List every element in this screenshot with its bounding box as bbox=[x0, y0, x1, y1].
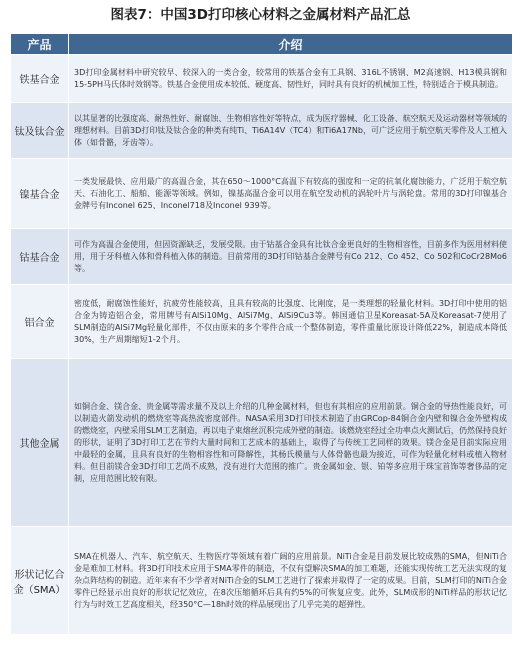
row-product-name: 铝合金 bbox=[11, 285, 69, 359]
table-row bbox=[11, 55, 513, 103]
header-product: 产品 bbox=[11, 34, 69, 55]
table-row bbox=[11, 527, 513, 635]
table-header-row bbox=[11, 34, 513, 55]
row-product-name: 钛及钛合金 bbox=[11, 103, 69, 159]
row-product-name: 镍基合金 bbox=[11, 159, 69, 229]
row-description: 一类发展最快、应用最广的高温合金，其在650～1000°C高温下有较高的强度和一定的抗氧化腐蚀能力，广泛用于航空航天、石油化工、船舶、能源等领域。例如，镍基高温合金可以用在航空发动机的涡轮叶片与涡轮盘。常用的3D打印镍基合金牌号有Inconel 625、Inconel718及Inconel 939等。 bbox=[69, 159, 513, 229]
row-product-name: 钴基合金 bbox=[11, 229, 69, 285]
figure-title: 图表7：中国3D打印核心材料之金属材料产品汇总 bbox=[110, 7, 411, 23]
row-description: 以其显著的比强度高、耐热性好、耐腐蚀、生物相容性好等特点，成为医疗器械、化工设备、航空航天及运动器材等领域的理想材料。目前3D打印钛及钛合金的种类有纯Ti、Ti6A14V（TC4）和Ti6A17Nb，可广泛应用于航空航天零件及人工植入体（如骨骼，牙齿等）。 bbox=[69, 103, 513, 159]
row-product-name: 铁基合金 bbox=[11, 55, 69, 103]
row-product-name: 其他金属 bbox=[11, 359, 69, 527]
table-row bbox=[11, 359, 513, 527]
row-description: 可作为高温合金使用，但因资源缺乏，发展受限。由于钴基合金具有比钛合金更良好的生物相容性，目前多作为医用材料使用，用于牙科植入体和骨科植入体的制造。目前常用的3D打印钴基合金牌号有Co 212、Co 452、Co 502和CoCr28Mo6等。 bbox=[69, 229, 513, 285]
header-intro: 介绍 bbox=[69, 34, 513, 55]
row-description: 3D打印金属材料中研究较早、较深入的一类合金，较常用的铁基合金有工具钢、316L不锈钢、M2高速钢、H13模具钢和15-5PH马氏体时效钢等。铁基合金使用成本较低、硬度高、韧性好，同时具有良好的机械加工性，特别适合于模具制造。 bbox=[69, 55, 513, 103]
table-row bbox=[11, 229, 513, 285]
row-description: SMA在机器人、汽车、航空航天、生物医疗等领域有着广阔的应用前景。NiTi合金是目前发展比较成熟的SMA，但NiTi合金是难加工材料。将3D打印技术应用于SMA零件的制造，不仅有望解决SMA的加工难题，还能实现传统工艺无法实现的复杂点阵结构的制造。近年来有不少学者对NiTi合金的SLM工艺进行了探索并取得了一定的成果。目前，SLM打印的NiTi合金零件已经显示出良好的形状记忆效应，在8次压缩循环后具有约5%的可恢复应变。此外，SLM成形的NiTi样品的形状记忆行为与时效工艺高度相关，经350°C—18h时效的样品展现出了几乎完美的超弹性。 bbox=[69, 527, 513, 635]
table-row bbox=[11, 159, 513, 229]
table-row bbox=[11, 103, 513, 159]
row-product-name: 形状记忆合金（SMA） bbox=[11, 527, 69, 635]
row-description: 如铜合金、镁合金、贵金属等需求量不及以上介绍的几种金属材料，但也有其相应的应用前景。铜合金的导热性能良好，可以制造火箭发动机的燃烧室等高热流密度部件。NASA采用3D打印技术制造了由GRCop-84铜合金内壁和镍合金外壁构成的燃烧室，内壁采用SLM工艺制造，再以电子束熔丝沉积完成外壁的制造。该燃烧室经过全功率点火测试后，仍然保持良好的形状，证明了3D打印工艺在节约大量时间和工艺成本的基础上，取得了与传统工艺同样的效果。镁合金是目前实际应用中最轻的金属，且具有良好的生物相容性和可降解性，其杨氏模量与人体骨骼也最为接近，可作为轻量化材料或植入物材料。但目前镁合金3D打印工艺尚不成熟，没有进行大范围的推广。贵金属如金、银、铂等多应用于珠宝首饰等奢侈品的定制，应用范围比较有限。 bbox=[69, 359, 513, 527]
table-row bbox=[11, 285, 513, 359]
metal-materials-table bbox=[10, 33, 513, 635]
row-description: 密度低，耐腐蚀性能好，抗疲劳性能较高，且具有较高的比强度、比刚度，是一类理想的轻量化材料。3D打印中使用的铝合金为铸造铝合金，常用牌号有AlSi10Mg、AlSi7Mg、AlSi9Cu3等。韩国通信卫星Koreasat-5A及Koreasat-7使用了SLM制造的AlSi7Mg轻量化部件，不仅由原来的多个零件合成一个整体制造，零件重量比原设计降低22%，制造成本降低30%，生产周期缩短1-2个月。 bbox=[69, 285, 513, 359]
